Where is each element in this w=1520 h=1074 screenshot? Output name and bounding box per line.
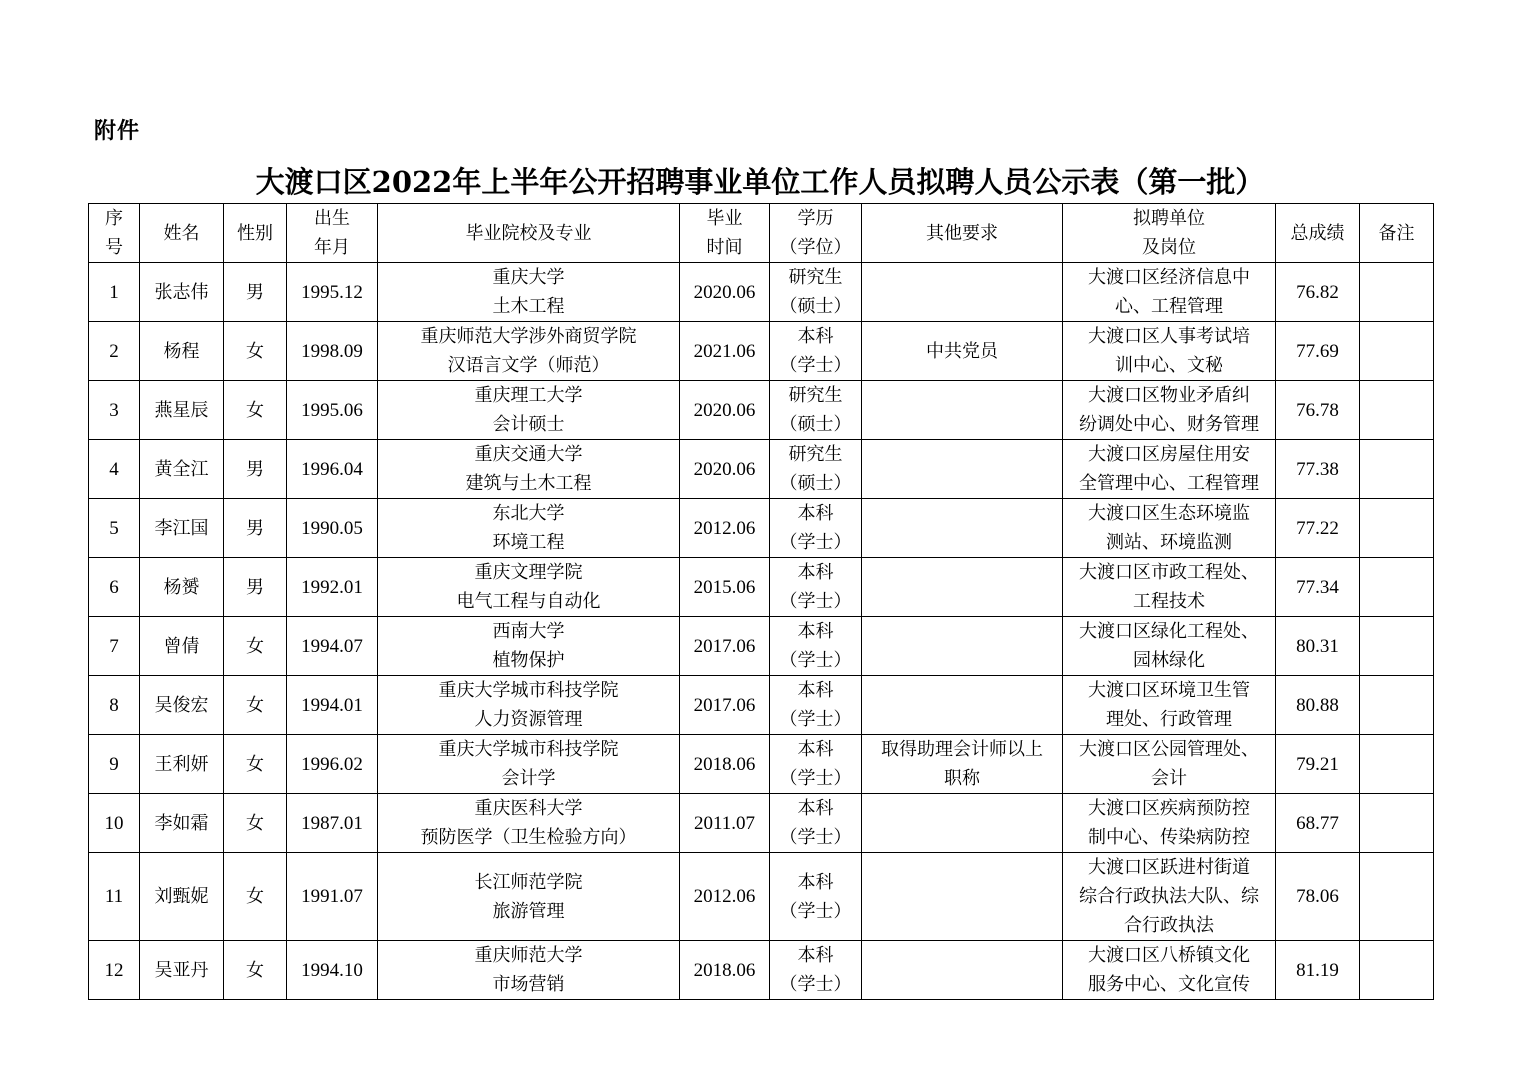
- cell-seq: 8: [89, 676, 140, 735]
- cell-grad: 2011.07: [680, 794, 770, 853]
- cell-remark: [1360, 499, 1434, 558]
- cell-school-line: 市场营销: [492, 974, 565, 995]
- cell-score: 76.82: [1276, 263, 1360, 322]
- cell-seq: 12: [89, 941, 140, 1000]
- cell-score: 77.38: [1276, 440, 1360, 499]
- cell-degree-line: 本科: [797, 503, 834, 524]
- cell-unit: [1063, 381, 1276, 440]
- cell-school-line: 重庆理工大学: [474, 385, 583, 406]
- header-other: 其他要求: [862, 204, 1063, 263]
- cell-unit: [1063, 794, 1276, 853]
- cell-unit-line: 大渡口区跃进村街道: [1088, 857, 1250, 878]
- cell-degree-line: （学士）: [779, 827, 852, 848]
- cell-seq: 7: [89, 617, 140, 676]
- attachment-label: 附件: [94, 119, 141, 144]
- cell-remark: [1360, 558, 1434, 617]
- cell-name: 杨赟: [140, 558, 224, 617]
- cell-degree-line: 研究生: [788, 444, 843, 465]
- cell-school-line: 重庆文理学院: [474, 562, 583, 583]
- cell-seq: 2: [89, 322, 140, 381]
- header-remark: 备注: [1360, 204, 1434, 263]
- table-row: [89, 617, 1434, 676]
- header-grad: 毕业 时间: [680, 204, 770, 263]
- cell-school-line: 西南大学: [492, 621, 565, 642]
- cell-unit: [1063, 263, 1276, 322]
- cell-school-line: 长江师范学院: [474, 871, 583, 893]
- cell-name: 王利妍: [140, 735, 224, 794]
- cell-unit-line: 大渡口区疾病预防控: [1088, 798, 1250, 819]
- cell-degree-line: （硕士）: [779, 414, 852, 435]
- cell-other: [862, 263, 1063, 322]
- cell-degree: [770, 735, 862, 794]
- cell-other: [862, 794, 1063, 853]
- header-score: 总成绩: [1276, 204, 1360, 263]
- cell-grad: 2017.06: [680, 676, 770, 735]
- cell-name: 李如霜: [140, 794, 224, 853]
- cell-seq: 6: [89, 558, 140, 617]
- cell-degree-line: 研究生: [788, 385, 843, 406]
- cell-unit: [1063, 322, 1276, 381]
- cell-gender: 女: [224, 853, 287, 941]
- cell-remark: [1360, 617, 1434, 676]
- cell-score: 76.78: [1276, 381, 1360, 440]
- cell-school: [378, 617, 680, 676]
- cell-gender: 男: [224, 499, 287, 558]
- cell-school: [378, 322, 680, 381]
- cell-gender: 女: [224, 381, 287, 440]
- cell-unit-line: 园林绿化: [1133, 650, 1205, 671]
- cell-degree-line: （硕士）: [779, 473, 852, 494]
- cell-degree: [770, 941, 862, 1000]
- cell-unit-line: 测站、环境监测: [1106, 532, 1232, 553]
- cell-unit: [1063, 735, 1276, 794]
- cell-degree: [770, 381, 862, 440]
- cell-degree-line: 本科: [797, 798, 834, 819]
- cell-degree: [770, 617, 862, 676]
- cell-gender: 女: [224, 794, 287, 853]
- cell-unit-line: 大渡口区经济信息中: [1088, 267, 1250, 288]
- cell-unit-line: 大渡口区八桥镇文化: [1088, 945, 1250, 966]
- cell-unit-line: 大渡口区公园管理处、: [1079, 739, 1259, 760]
- cell-birth: 1994.01: [287, 676, 378, 735]
- table-row: [89, 794, 1434, 853]
- header-birth: 出生 年月: [287, 204, 378, 263]
- cell-school: [378, 499, 680, 558]
- cell-gender: 女: [224, 322, 287, 381]
- cell-seq: 9: [89, 735, 140, 794]
- cell-degree: [770, 499, 862, 558]
- cell-other: [862, 617, 1063, 676]
- cell-school: [378, 558, 680, 617]
- cell-unit-line: 纷调处中心、财务管理: [1079, 414, 1259, 435]
- cell-unit-line: 工程技术: [1133, 591, 1205, 612]
- cell-name: 张志伟: [140, 263, 224, 322]
- cell-remark: [1360, 263, 1434, 322]
- cell-gender: 女: [224, 676, 287, 735]
- cell-unit-line: 理处、行政管理: [1106, 709, 1232, 730]
- cell-remark: [1360, 853, 1434, 941]
- header-school: 毕业院校及专业: [378, 204, 680, 263]
- cell-other-line: 中共党员: [926, 340, 998, 362]
- cell-degree-line: 本科: [797, 871, 834, 893]
- cell-degree: [770, 853, 862, 941]
- cell-other: [862, 558, 1063, 617]
- cell-school-line: 重庆大学: [492, 267, 565, 288]
- cell-score: 80.31: [1276, 617, 1360, 676]
- cell-school: [378, 853, 680, 941]
- cell-score: 79.21: [1276, 735, 1360, 794]
- cell-other: [862, 322, 1063, 381]
- cell-school-line: 预防医学（卫生检验方向）: [420, 827, 637, 848]
- cell-unit-line: 制中心、传染病防控: [1088, 827, 1250, 848]
- cell-score: 77.22: [1276, 499, 1360, 558]
- table-row: [89, 440, 1434, 499]
- cell-degree-line: （学士）: [779, 591, 852, 612]
- cell-unit: [1063, 499, 1276, 558]
- cell-school-line: 土木工程: [492, 296, 565, 317]
- cell-grad: 2020.06: [680, 440, 770, 499]
- cell-school: [378, 381, 680, 440]
- cell-name: 吴亚丹: [140, 941, 224, 1000]
- cell-degree-line: （学士）: [779, 768, 852, 789]
- cell-birth: 1994.07: [287, 617, 378, 676]
- table-row: [89, 381, 1434, 440]
- cell-school-line: 汉语言文学（师范）: [447, 355, 610, 376]
- cell-school: [378, 263, 680, 322]
- cell-unit-line: 大渡口区市政工程处、: [1079, 562, 1259, 583]
- cell-grad: 2012.06: [680, 499, 770, 558]
- cell-score: 78.06: [1276, 853, 1360, 941]
- cell-grad: 2020.06: [680, 381, 770, 440]
- cell-grad: 2018.06: [680, 941, 770, 1000]
- cell-degree-line: 研究生: [788, 267, 843, 288]
- cell-score: 68.77: [1276, 794, 1360, 853]
- cell-grad: 2012.06: [680, 853, 770, 941]
- cell-gender: 女: [224, 941, 287, 1000]
- cell-other: [862, 676, 1063, 735]
- cell-seq: 1: [89, 263, 140, 322]
- cell-birth: 1995.06: [287, 381, 378, 440]
- page-title: 大渡口区2022年上半年公开招聘事业单位工作人员拟聘人员公示表（第一批）: [255, 165, 1265, 199]
- cell-school: [378, 735, 680, 794]
- cell-school-line: 重庆师范大学: [474, 945, 583, 966]
- cell-degree-line: （学士）: [779, 709, 852, 730]
- cell-degree-line: （学士）: [779, 532, 852, 553]
- cell-other: [862, 853, 1063, 941]
- cell-grad: 2018.06: [680, 735, 770, 794]
- cell-school-line: 重庆医科大学: [474, 798, 583, 819]
- table-body: [89, 263, 1434, 1000]
- cell-remark: [1360, 322, 1434, 381]
- cell-unit: [1063, 617, 1276, 676]
- table-header-row: [89, 204, 1434, 263]
- cell-other: [862, 735, 1063, 794]
- header-unit: 拟聘单位 及岗位: [1063, 204, 1276, 263]
- cell-birth: 1996.04: [287, 440, 378, 499]
- cell-unit-line: 会计: [1151, 768, 1187, 789]
- cell-school-line: 东北大学: [492, 503, 565, 524]
- recruitment-table: [88, 203, 1434, 1000]
- cell-seq: 11: [89, 853, 140, 941]
- cell-name: 杨程: [140, 322, 224, 381]
- cell-remark: [1360, 794, 1434, 853]
- cell-degree: [770, 558, 862, 617]
- cell-school-line: 旅游管理: [492, 900, 565, 922]
- cell-school: [378, 676, 680, 735]
- cell-degree-line: 本科: [797, 562, 834, 583]
- cell-seq: 4: [89, 440, 140, 499]
- cell-other-line: 职称: [944, 768, 980, 789]
- cell-grad: 2021.06: [680, 322, 770, 381]
- table-row: [89, 322, 1434, 381]
- cell-school-line: 重庆师范大学涉外商贸学院: [420, 326, 637, 347]
- cell-name: 李江国: [140, 499, 224, 558]
- cell-degree-line: （学士）: [779, 650, 852, 671]
- cell-unit-line: 大渡口区环境卫生管: [1088, 680, 1250, 701]
- cell-name: 刘甄妮: [140, 853, 224, 941]
- table-row: [89, 941, 1434, 1000]
- cell-gender: 男: [224, 263, 287, 322]
- header-seq: 序 号: [89, 204, 140, 263]
- cell-unit: [1063, 853, 1276, 941]
- cell-unit-line: 心、工程管理: [1115, 296, 1223, 317]
- cell-school: [378, 794, 680, 853]
- cell-name: 燕星辰: [140, 381, 224, 440]
- cell-degree-line: 本科: [797, 621, 834, 642]
- header-degree: 学历 （学位）: [770, 204, 862, 263]
- cell-name: 黄全江: [140, 440, 224, 499]
- cell-school-line: 重庆交通大学: [474, 444, 583, 465]
- cell-grad: 2015.06: [680, 558, 770, 617]
- cell-score: 80.88: [1276, 676, 1360, 735]
- cell-grad: 2017.06: [680, 617, 770, 676]
- cell-degree-line: （学士）: [779, 900, 852, 922]
- cell-unit-line: 大渡口区房屋住用安: [1088, 444, 1250, 465]
- cell-unit-line: 服务中心、文化宣传: [1088, 974, 1250, 995]
- header-gender: 性别: [224, 204, 287, 263]
- cell-school-line: 电气工程与自动化: [456, 591, 601, 612]
- cell-other: [862, 440, 1063, 499]
- cell-school-line: 会计硕士: [492, 414, 565, 435]
- table-row: [89, 676, 1434, 735]
- cell-unit-line: 训中心、文秘: [1115, 355, 1223, 376]
- table-row: [89, 853, 1434, 941]
- cell-unit-line: 综合行政执法大队、综: [1079, 886, 1259, 907]
- cell-remark: [1360, 735, 1434, 794]
- cell-school-line: 重庆大学城市科技学院: [438, 739, 619, 760]
- cell-birth: 1992.01: [287, 558, 378, 617]
- cell-unit-line: 大渡口区人事考试培: [1088, 326, 1250, 347]
- cell-unit: [1063, 440, 1276, 499]
- cell-degree: [770, 263, 862, 322]
- cell-degree-line: （学士）: [779, 974, 852, 995]
- cell-degree: [770, 322, 862, 381]
- cell-birth: 1995.12: [287, 263, 378, 322]
- cell-gender: 男: [224, 558, 287, 617]
- cell-gender: 女: [224, 617, 287, 676]
- cell-school: [378, 941, 680, 1000]
- cell-unit: [1063, 941, 1276, 1000]
- cell-unit-line: 全管理中心、工程管理: [1079, 473, 1259, 494]
- cell-unit: [1063, 558, 1276, 617]
- cell-degree-line: 本科: [797, 680, 834, 701]
- cell-birth: 1996.02: [287, 735, 378, 794]
- cell-other: [862, 499, 1063, 558]
- table-row: [89, 558, 1434, 617]
- cell-school-line: 环境工程: [492, 532, 565, 553]
- cell-gender: 女: [224, 735, 287, 794]
- cell-score: 81.19: [1276, 941, 1360, 1000]
- cell-score: 77.34: [1276, 558, 1360, 617]
- cell-school-line: 植物保护: [492, 650, 565, 671]
- cell-remark: [1360, 440, 1434, 499]
- cell-birth: 1990.05: [287, 499, 378, 558]
- cell-gender: 男: [224, 440, 287, 499]
- cell-degree-line: 本科: [797, 739, 834, 760]
- cell-degree-line: （硕士）: [779, 296, 852, 317]
- cell-seq: 10: [89, 794, 140, 853]
- cell-school-line: 人力资源管理: [474, 709, 583, 730]
- table-row: [89, 499, 1434, 558]
- cell-degree: [770, 440, 862, 499]
- cell-degree-line: 本科: [797, 945, 834, 966]
- cell-seq: 5: [89, 499, 140, 558]
- cell-degree: [770, 676, 862, 735]
- cell-remark: [1360, 676, 1434, 735]
- cell-birth: 1998.09: [287, 322, 378, 381]
- cell-degree: [770, 794, 862, 853]
- cell-school: [378, 440, 680, 499]
- cell-other: [862, 381, 1063, 440]
- cell-degree-line: 本科: [797, 326, 834, 347]
- cell-remark: [1360, 381, 1434, 440]
- cell-unit-line: 大渡口区绿化工程处、: [1079, 621, 1259, 642]
- cell-score: 77.69: [1276, 322, 1360, 381]
- cell-other: [862, 941, 1063, 1000]
- cell-birth: 1991.07: [287, 853, 378, 941]
- header-name: 姓名: [140, 204, 224, 263]
- cell-school-line: 重庆大学城市科技学院: [438, 680, 619, 701]
- cell-name: 吴俊宏: [140, 676, 224, 735]
- cell-birth: 1994.10: [287, 941, 378, 1000]
- cell-birth: 1987.01: [287, 794, 378, 853]
- cell-seq: 3: [89, 381, 140, 440]
- table-row: [89, 263, 1434, 322]
- cell-unit: [1063, 676, 1276, 735]
- cell-unit-line: 合行政执法: [1124, 915, 1214, 936]
- cell-other-line: 取得助理会计师以上: [881, 739, 1043, 760]
- cell-degree-line: （学士）: [779, 355, 852, 376]
- table-row: [89, 735, 1434, 794]
- cell-unit-line: 大渡口区物业矛盾纠: [1088, 385, 1250, 406]
- cell-school-line: 会计学: [501, 768, 556, 789]
- cell-school-line: 建筑与土木工程: [465, 473, 592, 494]
- cell-name: 曾倩: [140, 617, 224, 676]
- cell-unit-line: 大渡口区生态环境监: [1088, 503, 1250, 524]
- cell-grad: 2020.06: [680, 263, 770, 322]
- cell-remark: [1360, 941, 1434, 1000]
